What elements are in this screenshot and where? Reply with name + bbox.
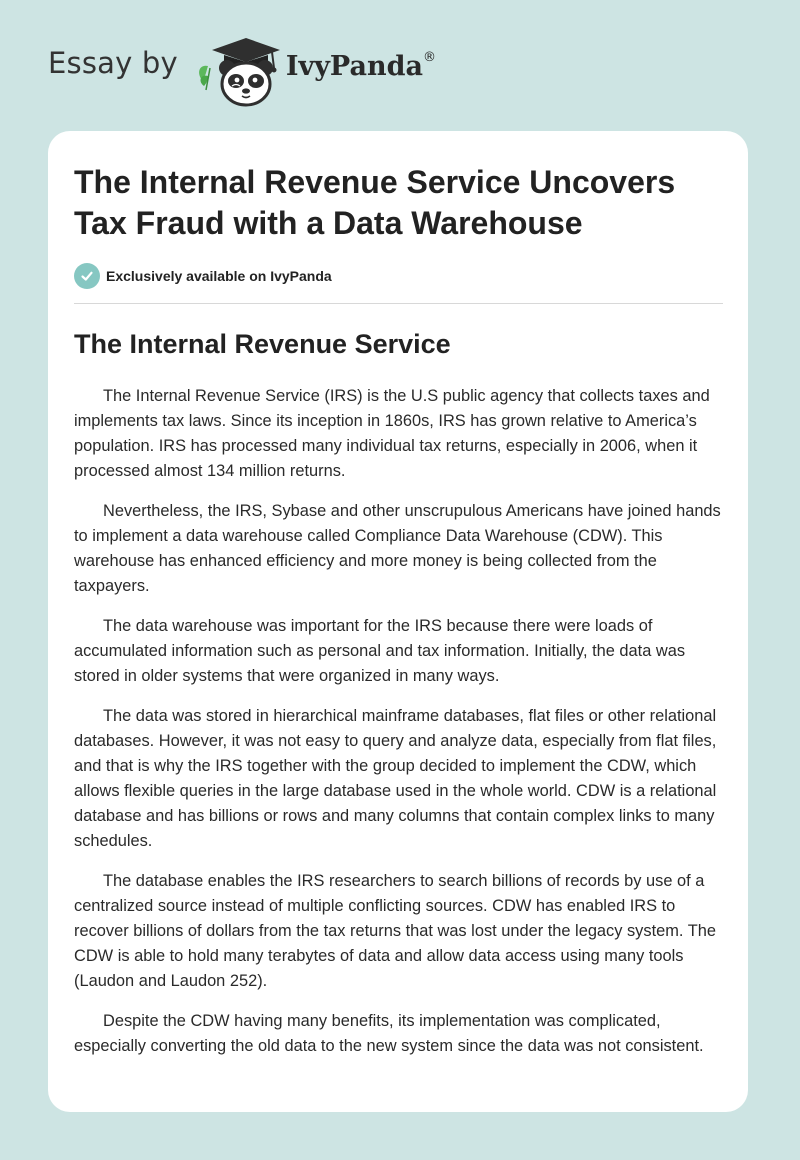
section-title: The Internal Revenue Service xyxy=(74,329,451,359)
paragraph: The data was stored in hierarchical mainframe databases, flat files or other relational databases. However, it was not easy to query and analyze data, especially from flat files, and that is why the IRS together with the group decided to implement the CDW, which allows flexible queries in the large database used in the whole world. CDW is a relational database and has billions or rows and many columns that contain complex links to many schedules. xyxy=(74,707,717,850)
paragraph: Despite the CDW having many benefits, its implementation was complicated, especially converting the old data to the new system since the data was not consistent. xyxy=(74,1012,704,1055)
paragraph: The database enables the IRS researchers to search billions of records by use of a centralized source instead of multiple conflicting sources. CDW has enabled IRS to recover billions of dollars from the tax returns that was lost under the legacy system. The CDW is able to hold many terabytes of data and allow data access using many tools (Laudon and Laudon 252). xyxy=(74,872,716,990)
brand-header[interactable] xyxy=(48,28,468,108)
exclusive-label: Exclusively available on IvyPanda xyxy=(106,268,332,284)
article-card xyxy=(48,131,748,1112)
divider xyxy=(74,303,723,304)
paragraph: The Internal Revenue Service (IRS) is the U.S public agency that collects taxes and implements tax laws. Since its inception in 1860s, IRS has grown relative to America’s population. IRS has processed many individual tax returns, especially in 2006, when it processed almost 134 million returns. xyxy=(74,387,710,480)
essay-by-label: Essay by xyxy=(48,46,178,80)
registered-mark: ® xyxy=(422,50,436,65)
article-body xyxy=(74,384,725,1074)
paragraph: Nevertheless, the IRS, Sybase and other unscrupulous Americans have joined hands to implement a data warehouse called Compliance Data Warehouse (CDW). This warehouse has enhanced efficiency and more money is being collected from the taxpayers. xyxy=(74,502,721,595)
panda-graduation-cap-icon xyxy=(192,28,284,108)
paragraph: The data warehouse was important for the IRS because there were loads of accumulated information such as personal and tax information. Initially, the data was stored in older systems that were organized in many ways. xyxy=(74,617,686,685)
article-title: The Internal Revenue Service Uncovers Tax Fraud with a Data Warehouse xyxy=(74,164,676,241)
brand-name: IvyPanda® xyxy=(285,50,436,82)
exclusive-badge xyxy=(74,263,332,289)
check-icon xyxy=(74,263,100,289)
